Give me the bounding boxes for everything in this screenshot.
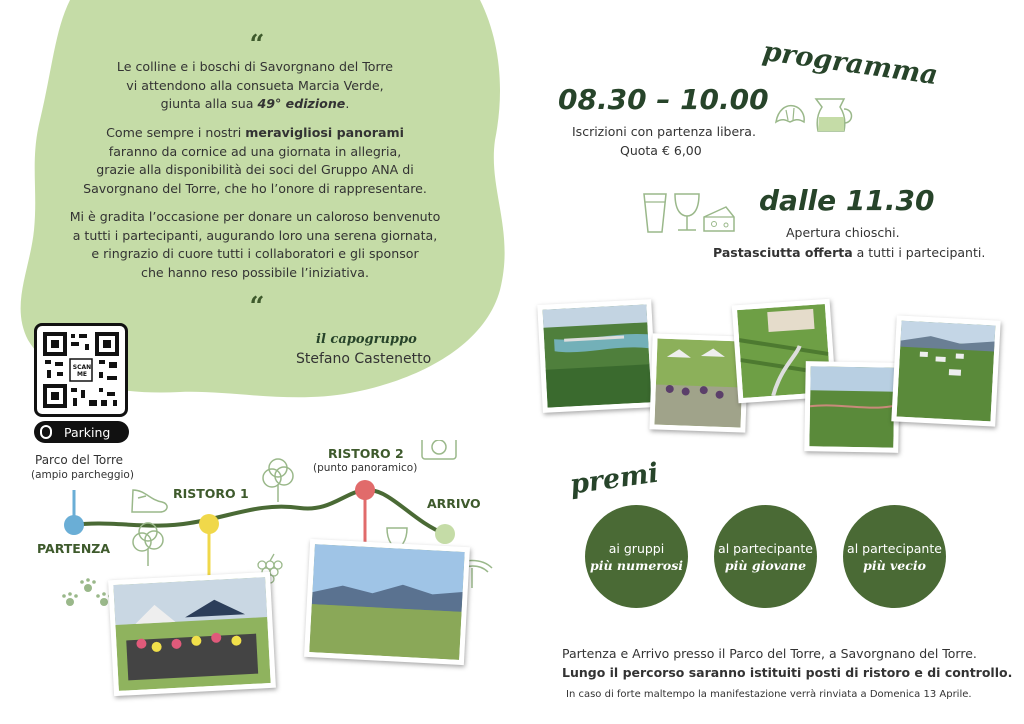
arrivo-marker (435, 524, 455, 544)
partenza-marker (64, 515, 84, 535)
intro-line: Le colline e i boschi di Savorgnano del Torre (116, 59, 394, 74)
qr-code[interactable] (34, 323, 128, 417)
photo-ristoro1 (108, 572, 276, 696)
route-ristoro1: RISTORO 1 (173, 486, 249, 501)
intro-line: che hanno reso possibile l’iniziativa. (141, 264, 369, 280)
time2: dalle 11.30 (759, 184, 935, 217)
programma-title: programma (760, 36, 940, 92)
beer-icon (640, 190, 670, 236)
photo-ristoro2 (304, 539, 470, 665)
croissant-icon (772, 100, 808, 130)
footer-line1: Partenza e Arrivo presso il Parco del Torre, a Savorgnano del Torre. (562, 646, 977, 661)
phone-icon (40, 425, 52, 439)
intro-line: faranno da cornice ad una giornata in allegria, (108, 143, 402, 159)
footer-line2: Lungo il percorso saranno istituiti posti di ristoro e di controllo. (562, 665, 1013, 680)
intro-line: Savorgnano del Torre, che ho l’onore di rappresentare. (83, 180, 427, 196)
time1-line2: Quota € 6,00 (620, 143, 702, 158)
tree-icon (133, 523, 163, 566)
intro-line: Mi è gradita l’occasione per donare un caloroso benvenuto (69, 209, 441, 224)
footer-line3: In caso di forte maltempo la manifestazione verrà rinviata a Domenica 13 Aprile. (566, 689, 972, 700)
route-arrivo: ARRIVO (427, 496, 481, 511)
route-start-name: Parco del Torre (35, 453, 124, 467)
intro-paragraph-1 (40, 58, 470, 114)
premio-giovane (714, 505, 817, 608)
ristoro1-marker (199, 514, 219, 534)
scan-me-badge: SCAN ME (72, 364, 92, 378)
jug-icon (810, 95, 858, 135)
route-start-sub: (ampio parcheggio) (31, 469, 134, 481)
premio-vecio (843, 505, 946, 608)
premi-title: premi (568, 457, 661, 501)
camera-icon (422, 440, 456, 459)
premio-label: ai gruppi (608, 540, 665, 556)
cheese-icon (702, 205, 736, 235)
premio-label: al partecipante (847, 540, 942, 556)
photo-river (537, 299, 656, 413)
intro-line: Come sempre i nostri meravigliosi panorami (106, 125, 404, 140)
premio-label: al partecipante (718, 540, 813, 556)
time2-line1: Apertura chioschi. (786, 225, 900, 240)
photo-hill-path (804, 361, 900, 453)
time2-line2: Pastasciutta offerta a tutti i partecipanti. (713, 245, 986, 260)
time1-line1: Iscrizioni con partenza libera. (572, 124, 756, 139)
premio-label-bold: più numerosi (590, 557, 683, 573)
parking-label: Parking (64, 424, 111, 440)
intro-paragraph-2 (40, 124, 470, 198)
photo-village (891, 315, 1000, 426)
premio-label-bold: più giovane (724, 557, 807, 573)
intro-line: vi attendono alla consueta Marcia Verde, (126, 77, 384, 93)
intro-line: a tutti i partecipanti, augurando loro una serena giornata, (72, 227, 438, 243)
time1: 08.30 – 10.00 (558, 83, 769, 116)
intro-line: giunta alla sua 49° edizione. (160, 96, 350, 111)
signature-name: Stefano Castenetto (296, 351, 432, 367)
ristoro2-marker (355, 480, 375, 500)
route-ristoro2: RISTORO 2 (328, 446, 404, 461)
shoe-icon (132, 490, 167, 512)
tree-icon (263, 459, 293, 502)
premio-gruppi (585, 505, 688, 608)
route-ristoro2-sub: (punto panoramico) (313, 462, 418, 474)
wine-glass-icon (672, 190, 702, 236)
quote-icon: “ (249, 30, 265, 60)
intro-line: e ringrazio di cuore tutti i collaboratori e gli sponsor (91, 246, 419, 261)
route-partenza: PARTENZA (37, 541, 111, 556)
paw-icon (62, 578, 112, 606)
intro-paragraph-3 (40, 208, 470, 282)
quote-icon: “ (249, 292, 265, 322)
premio-label-bold: più vecio (863, 557, 926, 573)
intro-line: grazie alla disponibilità dei soci del Gruppo ANA di (96, 162, 414, 177)
signature-role: il capogruppo (316, 332, 417, 347)
